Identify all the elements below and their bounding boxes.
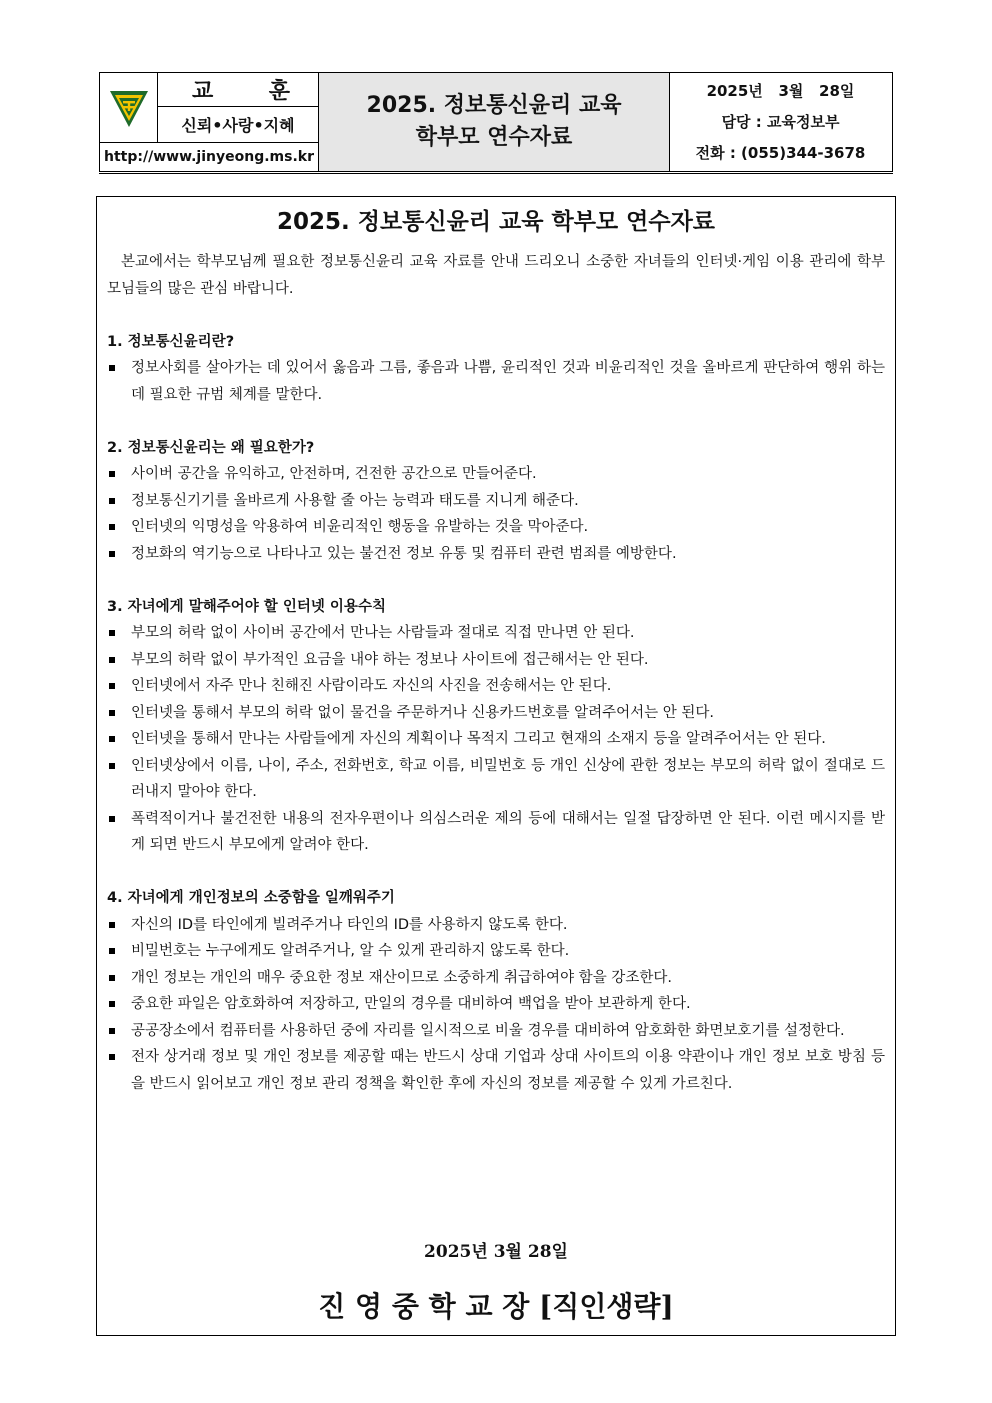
bullet-square-icon	[109, 763, 115, 769]
list-item-text: 중요한 파일은 암호화하여 저장하고, 만일의 경우를 대비하여 백업을 받아 보관하게 한다.	[131, 996, 691, 1012]
header-info	[670, 73, 891, 171]
section-list	[107, 620, 885, 859]
list-item-text: 인터넷을 통해서 부모의 허락 없이 물건을 주문하거나 신용카드번호를 알려주어서는 안 된다.	[131, 704, 714, 721]
list-item	[107, 806, 885, 859]
list-item	[107, 753, 885, 806]
list-item-text: 부모의 허락 없이 부가적인 요금을 내야 하는 정보나 사이트에 접근해서는 안 된다.	[131, 651, 649, 668]
list-item	[107, 965, 885, 992]
header-double-rule	[99, 173, 893, 174]
section-title: 4. 자녀에게 개인정보의 소중함을 일깨워주기	[107, 890, 395, 906]
list-item	[107, 620, 885, 647]
header-title-line1: 2025. 정보통신윤리 교육	[366, 93, 622, 118]
list-item	[107, 514, 885, 541]
list-item	[107, 673, 885, 700]
list-item	[107, 991, 885, 1018]
intro-paragraph: 본교에서는 학부모님께 필요한 정보통신윤리 교육 자료를 안내 드리오니 소중한 자녀들의 인터넷·게임 이용 관리에 학부모님들의 많은 관심 바랍니다.	[107, 254, 885, 297]
section-spacer	[107, 859, 885, 886]
list-item	[107, 488, 885, 515]
list-item-text: 정보사회를 살아가는 데 있어서 옳음과 그름, 좋음과 나쁨, 윤리적인 것과 비윤리적인 것을 올바르게 판단하여 행위 하는데 필요한 규범 체계를 말한다.	[131, 360, 885, 403]
content-body	[107, 249, 885, 1097]
main-title: 2025. 정보통신윤리 교육 학부모 연수자료	[276, 209, 716, 235]
list-item-text: 자신의 ID를 타인에게 빌려주거나 타인의 ID를 사용하지 않도록 한다.	[131, 916, 568, 933]
motto-heading	[158, 73, 319, 107]
bullet-square-icon	[109, 736, 115, 742]
bullet-square-icon	[109, 471, 115, 477]
school-logo	[100, 73, 158, 143]
bullet-square-icon	[109, 1054, 115, 1060]
list-item-text: 부모의 허락 없이 사이버 공간에서 만나는 사람들과 절대로 직접 만나면 안 된다.	[131, 625, 635, 641]
bullet-square-icon	[109, 975, 115, 981]
bullet-square-icon	[109, 365, 115, 371]
bullet-square-icon	[109, 1028, 115, 1034]
list-item-text: 인터넷의 익명성을 악용하여 비윤리적인 행동을 유발하는 것을 막아준다.	[131, 519, 589, 535]
list-item	[107, 1044, 885, 1097]
bullet-square-icon	[109, 948, 115, 954]
bullet-square-icon	[109, 816, 115, 822]
list-item-text: 인터넷상에서 이름, 나이, 주소, 전화번호, 학교 이름, 비밀번호 등 개인 신상에 관한 정보는 부모의 허락 없이 절대로 드러내지 말아야 한다.	[131, 757, 885, 800]
list-item	[107, 541, 885, 568]
list-item	[107, 726, 885, 753]
bullet-square-icon	[109, 630, 115, 636]
list-item	[107, 700, 885, 727]
list-item-text: 비밀번호는 누구에게도 알려주거나, 알 수 있게 관리하지 않도록 한다.	[131, 943, 570, 959]
motto-text: 신뢰•사랑•지혜	[158, 107, 319, 143]
sections	[107, 302, 885, 1097]
list-item-text: 정보통신기기를 올바르게 사용할 줄 아는 능력과 태도를 지니게 해준다.	[131, 492, 579, 509]
header-department: 담당 : 교육정보부	[721, 112, 840, 131]
bullet-square-icon	[109, 683, 115, 689]
bullet-square-icon	[109, 498, 115, 504]
list-item	[107, 647, 885, 674]
list-item-text: 정보화의 역기능으로 나타나고 있는 불건전 정보 유통 및 컴퓨터 관련 범죄를 예방한다.	[131, 545, 677, 562]
list-item-text: 사이버 공간을 유익하고, 안전하며, 건전한 공간으로 만들어준다.	[131, 466, 537, 482]
motto-label-1: 교	[192, 79, 214, 104]
section-list	[107, 912, 885, 1098]
section-spacer	[107, 567, 885, 594]
bullet-square-icon	[109, 524, 115, 530]
document-date: 2025년 3월 28일	[424, 1242, 568, 1262]
bullet-square-icon	[109, 710, 115, 716]
main-content-box	[96, 196, 896, 1336]
principal-signature: 진 영 중 학 교 장 [직인생략]	[318, 1290, 674, 1323]
header-date: 2025년 3월 28일	[706, 81, 855, 100]
motto-label-2: 훈	[268, 79, 290, 104]
bullet-square-icon	[109, 922, 115, 928]
list-item	[107, 461, 885, 488]
list-item-text: 개인 정보는 개인의 매우 중요한 정보 재산이므로 소중하게 취급하여야 함을 강조한다.	[131, 969, 672, 986]
list-item	[107, 355, 885, 408]
section-list	[107, 461, 885, 567]
list-item-text: 전자 상거래 정보 및 개인 정보를 제공할 때는 반드시 상대 기업과 상대 사이트의 이용 약관이나 개인 정보 보호 방침 등을 반드시 읽어보고 개인 정보 관리 정책을 확인한 후에 자신의 정보를 제공할 수 있게 가르친다.	[131, 1049, 885, 1092]
list-item	[107, 1018, 885, 1045]
header-title	[319, 73, 670, 171]
section-spacer	[107, 302, 885, 329]
list-item-text: 인터넷에서 자주 만나 친해진 사람이라도 자신의 사진을 전송해서는 안 된다.	[131, 678, 612, 694]
school-url: http://www.jinyeong.ms.kr	[100, 143, 319, 171]
bullet-square-icon	[109, 1001, 115, 1007]
section-title: 2. 정보통신윤리는 왜 필요한가?	[107, 439, 315, 456]
list-item-text: 폭력적이거나 불건전한 내용의 전자우편이나 의심스러운 제의 등에 대해서는 일절 답장하면 안 된다. 이런 메시지를 받게 되면 반드시 부모에게 알려야 한다.	[131, 810, 885, 853]
school-emblem-icon	[108, 87, 150, 129]
header-table	[99, 72, 893, 172]
list-item	[107, 938, 885, 965]
list-item	[107, 912, 885, 939]
list-item-text: 인터넷을 통해서 만나는 사람들에게 자신의 계획이나 목적지 그리고 현재의 소재지 등을 알려주어서는 안 된다.	[131, 731, 826, 747]
section-title: 3. 자녀에게 말해주어야 할 인터넷 이용수칙	[107, 598, 386, 615]
section-title: 1. 정보통신윤리란?	[107, 333, 235, 350]
bullet-square-icon	[109, 551, 115, 557]
list-item-text: 공공장소에서 컴퓨터를 사용하던 중에 자리를 일시적으로 비울 경우를 대비하여 암호화한 화면보호기를 설정한다.	[131, 1022, 845, 1039]
header-title-line2: 학부모 연수자료	[415, 125, 573, 150]
header-phone: 전화 : (055)344-3678	[695, 143, 866, 162]
section-spacer	[107, 408, 885, 435]
bullet-square-icon	[109, 657, 115, 663]
section-list	[107, 355, 885, 408]
